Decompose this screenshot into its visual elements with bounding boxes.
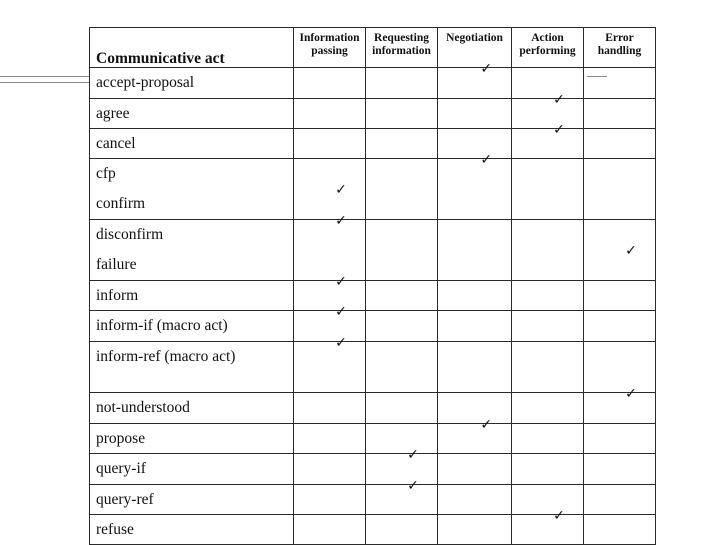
checkmark-icon: ✓ (335, 182, 347, 198)
check-cell (366, 342, 438, 393)
check-cell (438, 485, 512, 515)
check-cell (584, 129, 656, 159)
check-cell (294, 335, 366, 393)
check-cell (366, 99, 438, 129)
act-cell (90, 393, 294, 424)
checkmark-icon: ✓ (335, 274, 347, 290)
act-label: cancel (96, 135, 136, 152)
check-cell (584, 386, 656, 424)
check-cell (512, 68, 584, 99)
table-row (90, 515, 656, 545)
check-cell (512, 122, 584, 159)
slide-rule-left-2 (0, 82, 89, 83)
check-cell (294, 274, 366, 311)
check-cell (294, 424, 366, 454)
act-label: failure (96, 256, 137, 273)
check-cell (366, 159, 438, 220)
act-label: agree (96, 105, 130, 122)
checkmark-icon: ✓ (335, 213, 347, 229)
check-cell (512, 281, 584, 311)
act-cell (90, 220, 294, 281)
check-cell (438, 311, 512, 342)
act-cell (90, 281, 294, 311)
table-row (90, 99, 656, 129)
checkmark-icon: ✓ (335, 304, 347, 320)
check-cell (512, 92, 584, 129)
check-cell (294, 213, 366, 281)
check-cell (366, 68, 438, 99)
check-cell (294, 485, 366, 515)
act-cell (90, 342, 294, 393)
header-communicative-act: Communicative act (90, 28, 294, 68)
act-label: cfp (96, 165, 116, 182)
act-cell (90, 311, 294, 342)
header-negotiation: Negotiation (438, 28, 512, 68)
check-cell (366, 220, 438, 281)
check-cell (584, 424, 656, 454)
act-label: not-understood (96, 399, 190, 416)
check-cell (512, 159, 584, 220)
check-cell (584, 342, 656, 393)
check-cell (294, 129, 366, 159)
check-cell (438, 417, 512, 454)
check-cell (584, 515, 656, 545)
table-row (90, 393, 656, 424)
checkmark-icon: ✓ (480, 417, 493, 433)
checkmark-icon: ✓ (625, 243, 637, 259)
communicative-acts-table (89, 27, 656, 545)
checkmark-icon: ✓ (553, 508, 565, 524)
check-cell (294, 454, 366, 485)
check-cell (294, 393, 366, 424)
check-cell (366, 478, 438, 515)
act-label: disconfirm (96, 226, 164, 243)
act-label: query-ref (96, 491, 154, 508)
check-cell (584, 68, 656, 99)
act-cell (90, 424, 294, 454)
check-cell (438, 220, 512, 281)
checkmark-icon: ✓ (335, 335, 347, 351)
check-cell (366, 311, 438, 342)
act-label: propose (96, 430, 146, 447)
check-cell (438, 61, 512, 99)
check-cell (438, 342, 512, 393)
check-cell (512, 393, 584, 424)
check-cell (366, 393, 438, 424)
table-row (90, 454, 656, 485)
act-cell (90, 515, 294, 545)
table-row (90, 281, 656, 311)
checkmark-icon: ✓ (553, 92, 565, 108)
checkmark-icon: ✓ (480, 61, 493, 77)
table-body (90, 61, 656, 545)
act-label: query-if (96, 460, 146, 477)
check-cell (294, 515, 366, 545)
check-cell (366, 447, 438, 485)
header-information-passing: Information passing (294, 28, 366, 68)
check-cell (438, 515, 512, 545)
header-row (90, 28, 656, 68)
act-cell (90, 485, 294, 515)
check-cell (438, 393, 512, 424)
table-row (90, 159, 656, 220)
check-cell (584, 281, 656, 311)
act-label: inform (96, 287, 139, 304)
check-cell (512, 220, 584, 281)
check-cell (512, 454, 584, 485)
checkmark-icon: ✓ (407, 478, 419, 494)
check-cell (294, 159, 366, 220)
header-action-performing: Action performing (512, 28, 584, 68)
check-cell (438, 129, 512, 159)
act-cell (90, 99, 294, 129)
table-row (90, 485, 656, 515)
header-error-handling: Error handling (584, 28, 656, 68)
check-cell (438, 99, 512, 129)
check-cell (366, 515, 438, 545)
check-cell (294, 99, 366, 129)
check-cell (366, 129, 438, 159)
table-row (90, 129, 656, 159)
act-label: accept-proposal (96, 74, 195, 91)
check-cell (366, 281, 438, 311)
check-cell (584, 220, 656, 281)
table-row (90, 424, 656, 454)
header-requesting-information: Requesting information (366, 28, 438, 68)
checkmark-icon: ✓ (407, 447, 419, 463)
act-cell (90, 129, 294, 159)
check-cell (366, 424, 438, 454)
slide-rule-left (0, 76, 89, 77)
check-cell (584, 99, 656, 129)
table-row (90, 220, 656, 281)
check-cell (294, 304, 366, 342)
check-cell (584, 454, 656, 485)
act-label: inform-ref (macro act) (96, 348, 236, 365)
checkmark-icon: ✓ (553, 122, 565, 138)
check-cell (438, 281, 512, 311)
check-cell (512, 485, 584, 515)
act-label: confirm (96, 195, 146, 212)
check-cell (512, 311, 584, 342)
checkmark-icon: ✓ (480, 152, 493, 168)
check-cell (512, 508, 584, 545)
check-cell (438, 152, 512, 220)
check-cell (512, 342, 584, 393)
table-row (90, 68, 656, 99)
act-cell (90, 454, 294, 485)
check-cell (438, 454, 512, 485)
table-row (90, 311, 656, 342)
act-label: inform-if (macro act) (96, 317, 228, 334)
check-cell (294, 68, 366, 99)
checkmark-icon: ✓ (625, 386, 637, 402)
check-cell (584, 311, 656, 342)
check-cell (512, 424, 584, 454)
check-cell (584, 485, 656, 515)
check-cell (584, 159, 656, 220)
act-cell (90, 159, 294, 220)
table-row (90, 342, 656, 393)
act-label: refuse (96, 521, 134, 538)
act-cell (90, 68, 294, 99)
